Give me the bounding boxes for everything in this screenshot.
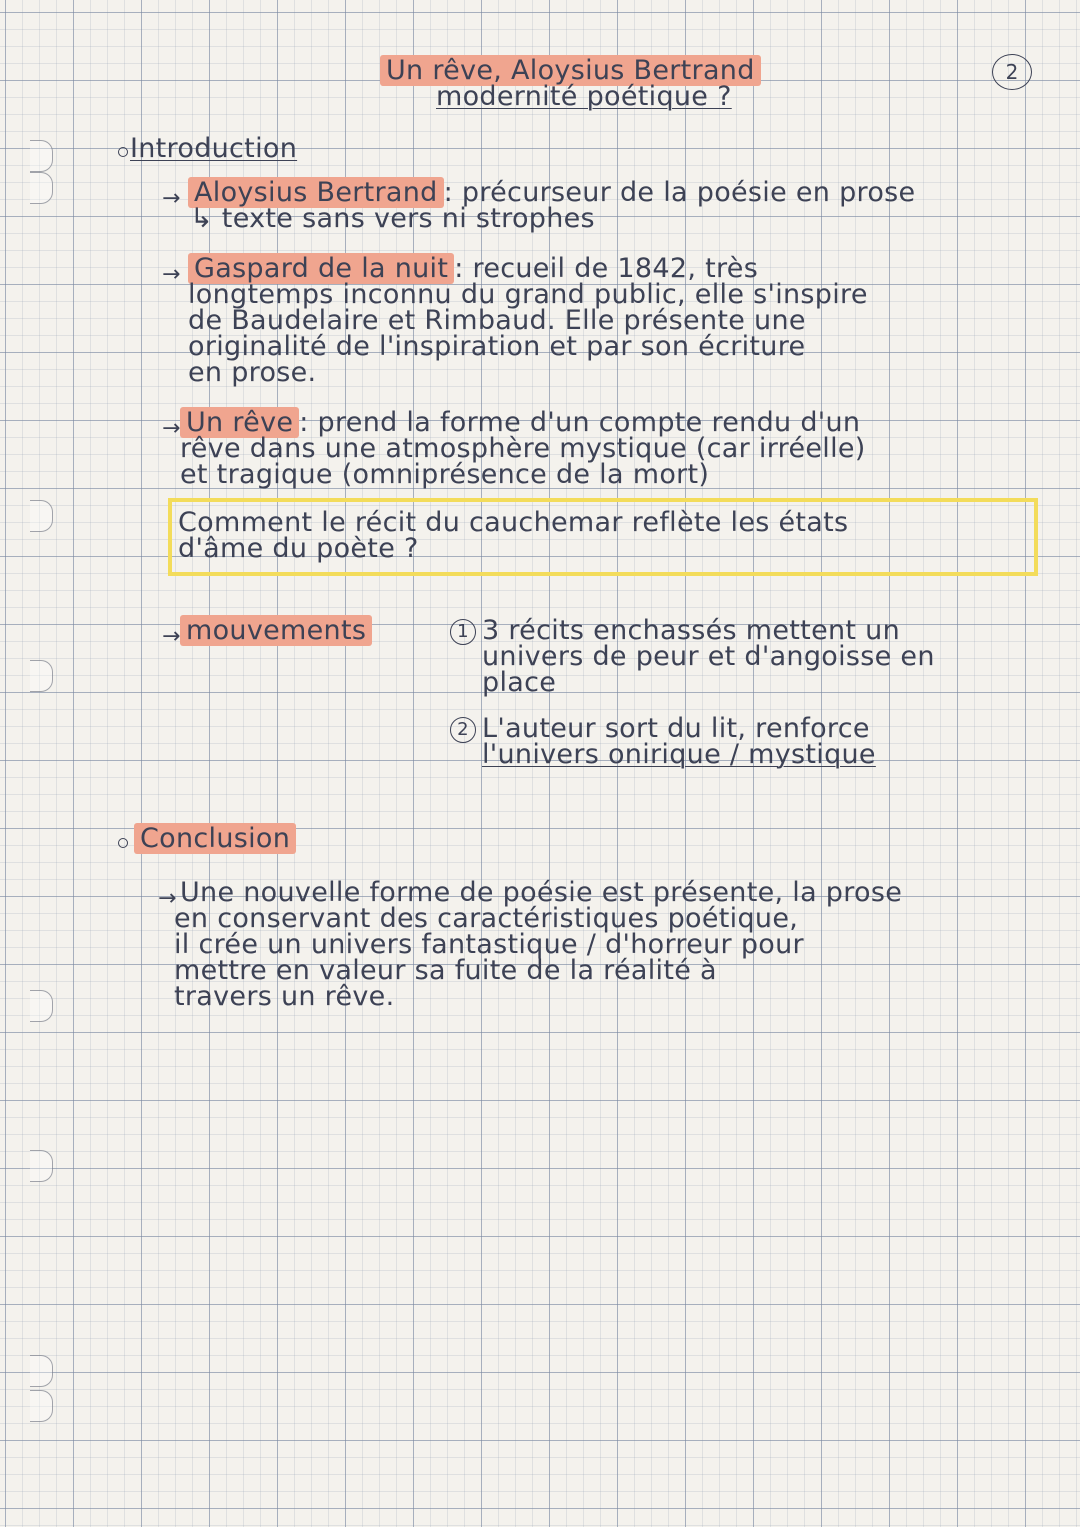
binder-hole <box>30 660 53 692</box>
intro-block-3-line-2: rêve dans une atmosphère mystique (car irréelle) <box>180 433 866 464</box>
intro-block-2-line-3: de Baudelaire et Rimbaud. Elle présente une <box>188 305 806 336</box>
heading-bullet <box>118 147 128 157</box>
arrow-icon: → <box>162 624 181 649</box>
highlight-un-reve: Un rêve <box>180 407 299 438</box>
arrow-icon: → <box>158 886 177 911</box>
title-line-2: modernité poétique ? <box>436 81 732 112</box>
problematic-line-1: Comment le récit du cauchemar reflète les états <box>178 507 849 538</box>
introduction-heading: Introduction <box>130 133 298 164</box>
intro-block-3-line-3: et tragique (omniprésence de la mort) <box>180 459 710 490</box>
movements-label <box>180 615 372 646</box>
movement-2-line-2: l'univers onirique / mystique <box>482 739 876 770</box>
conclusion-line-3: il crée un univers fantastique / d'horreur pour <box>174 929 804 960</box>
intro-block-2-line-5: en prose. <box>188 357 317 388</box>
binder-hole <box>30 172 53 204</box>
binder-hole <box>30 1390 53 1422</box>
arrow-icon: → <box>162 186 181 211</box>
conclusion-line-5: travers un rêve. <box>174 981 395 1012</box>
conclusion-line-1: Une nouvelle forme de poésie est présente, la prose <box>180 877 903 908</box>
intro-block-3-text: : prend la forme d'un compte rendu d'un <box>299 407 861 438</box>
title-highlight: Un rêve, Aloysius Bertrand <box>380 55 761 86</box>
movement-1-line-2: univers de peur et d'angoisse en <box>482 641 935 672</box>
conclusion-heading-wrap <box>134 823 296 854</box>
heading-bullet <box>118 838 128 848</box>
binder-hole <box>30 500 53 532</box>
highlight-mouvements: mouvements <box>180 615 372 646</box>
page-number: 2 <box>992 54 1032 90</box>
binder-hole <box>30 140 53 172</box>
binder-hole <box>30 990 53 1022</box>
highlight-aloysius: Aloysius Bertrand <box>188 177 444 208</box>
intro-block-2-text: : recueil de 1842, très <box>454 253 759 284</box>
intro-block-1-sub: ↳ texte sans vers ni strophes <box>190 203 595 234</box>
intro-block-2-line-2: longtemps inconnu du grand public, elle s'inspire <box>188 279 868 310</box>
movement-1-text-1: 3 récits enchassés mettent un <box>482 615 900 646</box>
movement-1-line-3: place <box>482 667 557 698</box>
problematic-line-2: d'âme du poète ? <box>178 533 419 564</box>
binder-hole <box>30 1150 53 1182</box>
binder-hole <box>30 1355 53 1387</box>
intro-block-1-text: : précurseur de la poésie en prose <box>443 177 916 208</box>
movement-2-text-1: L'auteur sort du lit, renforce <box>482 713 870 744</box>
movement-1-number: 1 <box>450 619 476 645</box>
conclusion-line-4: mettre en valeur sa fuite de la réalité à <box>174 955 717 986</box>
arrow-icon: → <box>162 262 181 287</box>
conclusion-line-2: en conservant des caractéristiques poétique, <box>174 903 799 934</box>
movement-2-number: 2 <box>450 717 476 743</box>
intro-block-2-line-4: originalité de l'inspiration et par son écriture <box>188 331 806 362</box>
conclusion-heading: Conclusion <box>134 823 296 854</box>
arrow-icon: → <box>162 416 181 441</box>
highlight-gaspard: Gaspard de la nuit <box>188 253 454 284</box>
